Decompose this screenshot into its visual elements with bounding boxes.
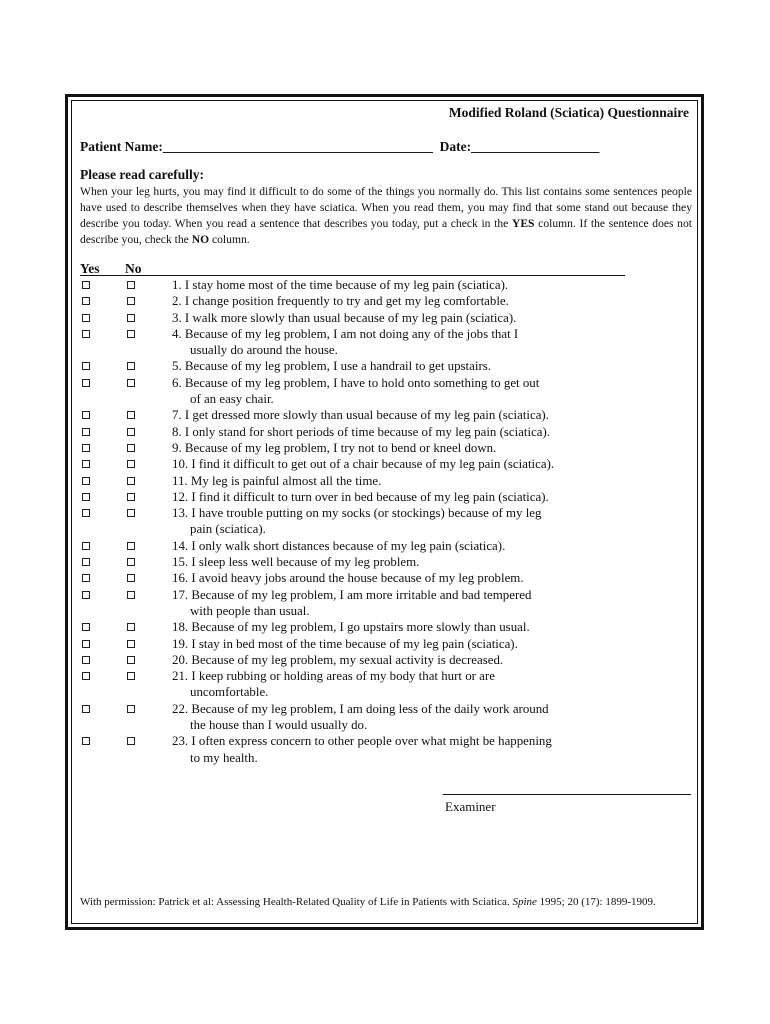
question-number: 15. (172, 555, 189, 570)
question-text (172, 652, 690, 668)
instructions-text-1: When your leg hurts, you may find it difficult to do some of the things you normally do. This list contains some sentences people have used to describe themselves when they have sciatica. When you read them, you may find that some stand out because they describe you today. When you read a sentence that describes you today, put a check in the (80, 185, 692, 230)
question-number: 2. (172, 294, 182, 309)
question-number: 22. (172, 701, 189, 716)
yes-checkbox[interactable] (82, 362, 90, 370)
question-line: I find it difficult to turn over in bed because of my leg pain (sciatica). (191, 489, 549, 504)
question-number: 10. (172, 457, 189, 472)
no-checkbox[interactable] (127, 362, 135, 370)
question-row (80, 733, 690, 766)
question-number: 6. (172, 375, 182, 390)
question-line-continued: the house than I would usually do. (190, 718, 368, 733)
citation-text-1: With permission: Patrick et al: Assessing Health-Related Quality of Life in Patients with Sciatica. (80, 896, 513, 908)
question-line: Because of my leg problem, I am more irritable and bad tempered (191, 587, 532, 602)
citation-journal: Spine (512, 896, 537, 908)
no-checkbox[interactable] (127, 411, 135, 419)
question-line: I get dressed more slowly than usual because of my leg pain (sciatica). (184, 408, 549, 423)
no-checkbox[interactable] (127, 297, 135, 305)
no-checkbox[interactable] (127, 379, 135, 387)
yes-checkbox[interactable] (82, 737, 90, 745)
question-row (80, 440, 690, 456)
question-line-continued: usually do around the house. (190, 343, 338, 358)
yes-checkbox[interactable] (82, 281, 90, 289)
question-number: 8. (172, 424, 182, 439)
question-text (172, 293, 690, 309)
question-line: I only walk short distances because of my leg pain (sciatica). (191, 538, 506, 553)
question-number: 7. (172, 408, 182, 423)
question-text (172, 440, 690, 456)
question-text (172, 277, 690, 293)
no-checkbox[interactable] (127, 574, 135, 582)
question-number: 13. (172, 506, 189, 521)
question-text (172, 570, 690, 586)
question-number: 12. (172, 489, 189, 504)
question-number: 23. (172, 734, 189, 749)
instructions-text-2: column. If the sentence does not describe you, check the (80, 217, 692, 246)
yes-checkbox[interactable] (82, 444, 90, 452)
question-number: 17. (172, 587, 189, 602)
question-row (80, 277, 690, 293)
question-text (172, 587, 690, 620)
question-number: 1. (172, 278, 182, 292)
citation-text-2: 1995; 20 (17): 1899-1909. (536, 896, 656, 908)
question-row (80, 489, 690, 505)
question-text (172, 701, 690, 734)
question-row (80, 701, 690, 734)
question-row (80, 636, 690, 652)
question-list (80, 277, 690, 766)
question-row (80, 456, 690, 472)
question-line: Because of my leg problem, I have to hold onto something to get out (184, 375, 540, 390)
yes-checkbox[interactable] (82, 705, 90, 713)
yes-checkbox[interactable] (82, 542, 90, 550)
no-checkbox[interactable] (127, 623, 135, 631)
question-line: I have trouble putting on my socks (or stockings) because of my leg (191, 506, 542, 521)
question-text (172, 538, 690, 554)
question-number: 3. (172, 310, 182, 325)
question-text (172, 407, 690, 423)
yes-checkbox[interactable] (82, 411, 90, 419)
question-number: 9. (172, 440, 182, 455)
question-line: Because of my leg problem, I go upstairs more slowly than usual. (191, 620, 530, 635)
question-row (80, 293, 690, 309)
patient-name-date-line: Patient Name:________________________________________ Date:___________________ (80, 139, 600, 154)
question-line: I sleep less well because of my leg problem. (191, 555, 420, 570)
yes-checkbox[interactable] (82, 493, 90, 501)
question-text (172, 310, 690, 326)
question-text (172, 424, 690, 440)
no-checkbox[interactable] (127, 591, 135, 599)
question-line: I stay in bed most of the time because of my leg pain (sciatica). (191, 636, 518, 651)
examiner-label: Examiner (445, 799, 496, 814)
no-checkbox[interactable] (127, 314, 135, 322)
no-checkbox[interactable] (127, 281, 135, 289)
question-row (80, 652, 690, 668)
yes-checkbox[interactable] (82, 460, 90, 468)
question-text (172, 636, 690, 652)
no-checkbox[interactable] (127, 640, 135, 648)
question-row (80, 424, 690, 440)
examiner-signature-line[interactable] (443, 794, 691, 795)
question-line: I avoid heavy jobs around the house because of my leg problem. (191, 571, 524, 586)
question-text (172, 733, 690, 766)
question-line-continued: with people than usual. (190, 603, 310, 618)
question-line: Because of my leg problem, I am doing less of the daily work around (191, 701, 549, 716)
question-number: 19. (172, 636, 189, 651)
question-text (172, 326, 690, 359)
question-text (172, 505, 690, 538)
question-text (172, 554, 690, 570)
question-line-continued: to my health. (190, 750, 258, 765)
page-title: Modified Roland (Sciatica) Questionnaire (448, 105, 689, 120)
question-row (80, 619, 690, 635)
no-checkbox[interactable] (127, 444, 135, 452)
question-line: Because of my leg problem, I try not to bend or kneel down. (184, 440, 497, 455)
yes-checkbox[interactable] (82, 297, 90, 305)
question-line: I only stand for short periods of time because of my leg pain (sciatica). (184, 424, 551, 439)
question-number: 21. (172, 669, 189, 684)
yes-checkbox[interactable] (82, 574, 90, 582)
question-text (172, 668, 690, 701)
yes-checkbox[interactable] (82, 656, 90, 664)
question-row (80, 473, 690, 489)
question-row (80, 375, 690, 408)
header-rule (80, 275, 625, 276)
read-carefully-heading: Please read carefully: (80, 167, 204, 182)
yes-word: YES (511, 217, 535, 230)
no-checkbox[interactable] (127, 705, 135, 713)
question-text (172, 358, 690, 374)
questionnaire-frame (65, 94, 704, 930)
question-line: I change position frequently to try and get my leg comfortable. (184, 294, 509, 309)
no-checkbox[interactable] (127, 493, 135, 501)
question-text (172, 619, 690, 635)
no-checkbox[interactable] (127, 428, 135, 436)
yes-column-header: Yes (80, 261, 100, 276)
yes-checkbox[interactable] (82, 558, 90, 566)
question-number: 4. (172, 326, 182, 341)
yes-checkbox[interactable] (82, 330, 90, 338)
yes-checkbox[interactable] (82, 623, 90, 631)
yes-checkbox[interactable] (82, 314, 90, 322)
yes-checkbox[interactable] (82, 477, 90, 485)
question-row (80, 538, 690, 554)
question-number: 14. (172, 538, 189, 553)
question-line: Because of my leg problem, I am not doing any of the jobs that I (184, 326, 519, 341)
no-checkbox[interactable] (127, 672, 135, 680)
yes-checkbox[interactable] (82, 379, 90, 387)
question-line: Because of my leg problem, my sexual activity is decreased. (191, 652, 504, 667)
question-line-continued: of an easy chair. (190, 392, 274, 407)
question-number: 5. (172, 359, 182, 374)
question-number: 16. (172, 571, 189, 586)
no-column-header: No (125, 261, 142, 276)
yes-checkbox[interactable] (82, 428, 90, 436)
question-number: 20. (172, 652, 189, 667)
question-line: Because of my leg problem, I use a handrail to get upstairs. (184, 359, 491, 374)
no-checkbox[interactable] (127, 477, 135, 485)
question-line: I stay home most of the time because of my leg pain (sciatica). (184, 278, 509, 292)
question-number: 18. (172, 620, 189, 635)
question-text (172, 456, 690, 472)
question-row (80, 554, 690, 570)
instructions-text-3: column. (209, 233, 250, 246)
question-number: 11. (172, 473, 188, 488)
question-line: I find it difficult to get out of a chair because of my leg pain (sciatica). (191, 457, 555, 472)
question-line-continued: uncomfortable. (190, 685, 269, 700)
question-row (80, 358, 690, 374)
citation-footer (80, 895, 692, 909)
question-line-continued: pain (sciatica). (190, 522, 266, 537)
question-row (80, 587, 690, 620)
no-checkbox[interactable] (127, 737, 135, 745)
no-checkbox[interactable] (127, 558, 135, 566)
instructions-paragraph (80, 184, 692, 248)
no-checkbox[interactable] (127, 330, 135, 338)
no-checkbox[interactable] (127, 656, 135, 664)
question-row (80, 326, 690, 359)
no-word: NO (191, 233, 210, 246)
question-text (172, 489, 690, 505)
question-row (80, 310, 690, 326)
yes-checkbox[interactable] (82, 509, 90, 517)
yes-checkbox[interactable] (82, 672, 90, 680)
question-text (172, 375, 690, 408)
question-row (80, 668, 690, 701)
question-line: I walk more slowly than usual because of my leg pain (sciatica). (184, 310, 517, 325)
question-row (80, 570, 690, 586)
question-text (172, 473, 690, 489)
no-checkbox[interactable] (127, 460, 135, 468)
question-row (80, 505, 690, 538)
yes-checkbox[interactable] (82, 591, 90, 599)
question-line: My leg is painful almost all the time. (190, 473, 382, 488)
question-row (80, 407, 690, 423)
question-line: I keep rubbing or holding areas of my body that hurt or are (191, 669, 495, 684)
no-checkbox[interactable] (127, 542, 135, 550)
no-checkbox[interactable] (127, 509, 135, 517)
yes-checkbox[interactable] (82, 640, 90, 648)
question-line: I often express concern to other people over what might be happening (191, 734, 552, 749)
